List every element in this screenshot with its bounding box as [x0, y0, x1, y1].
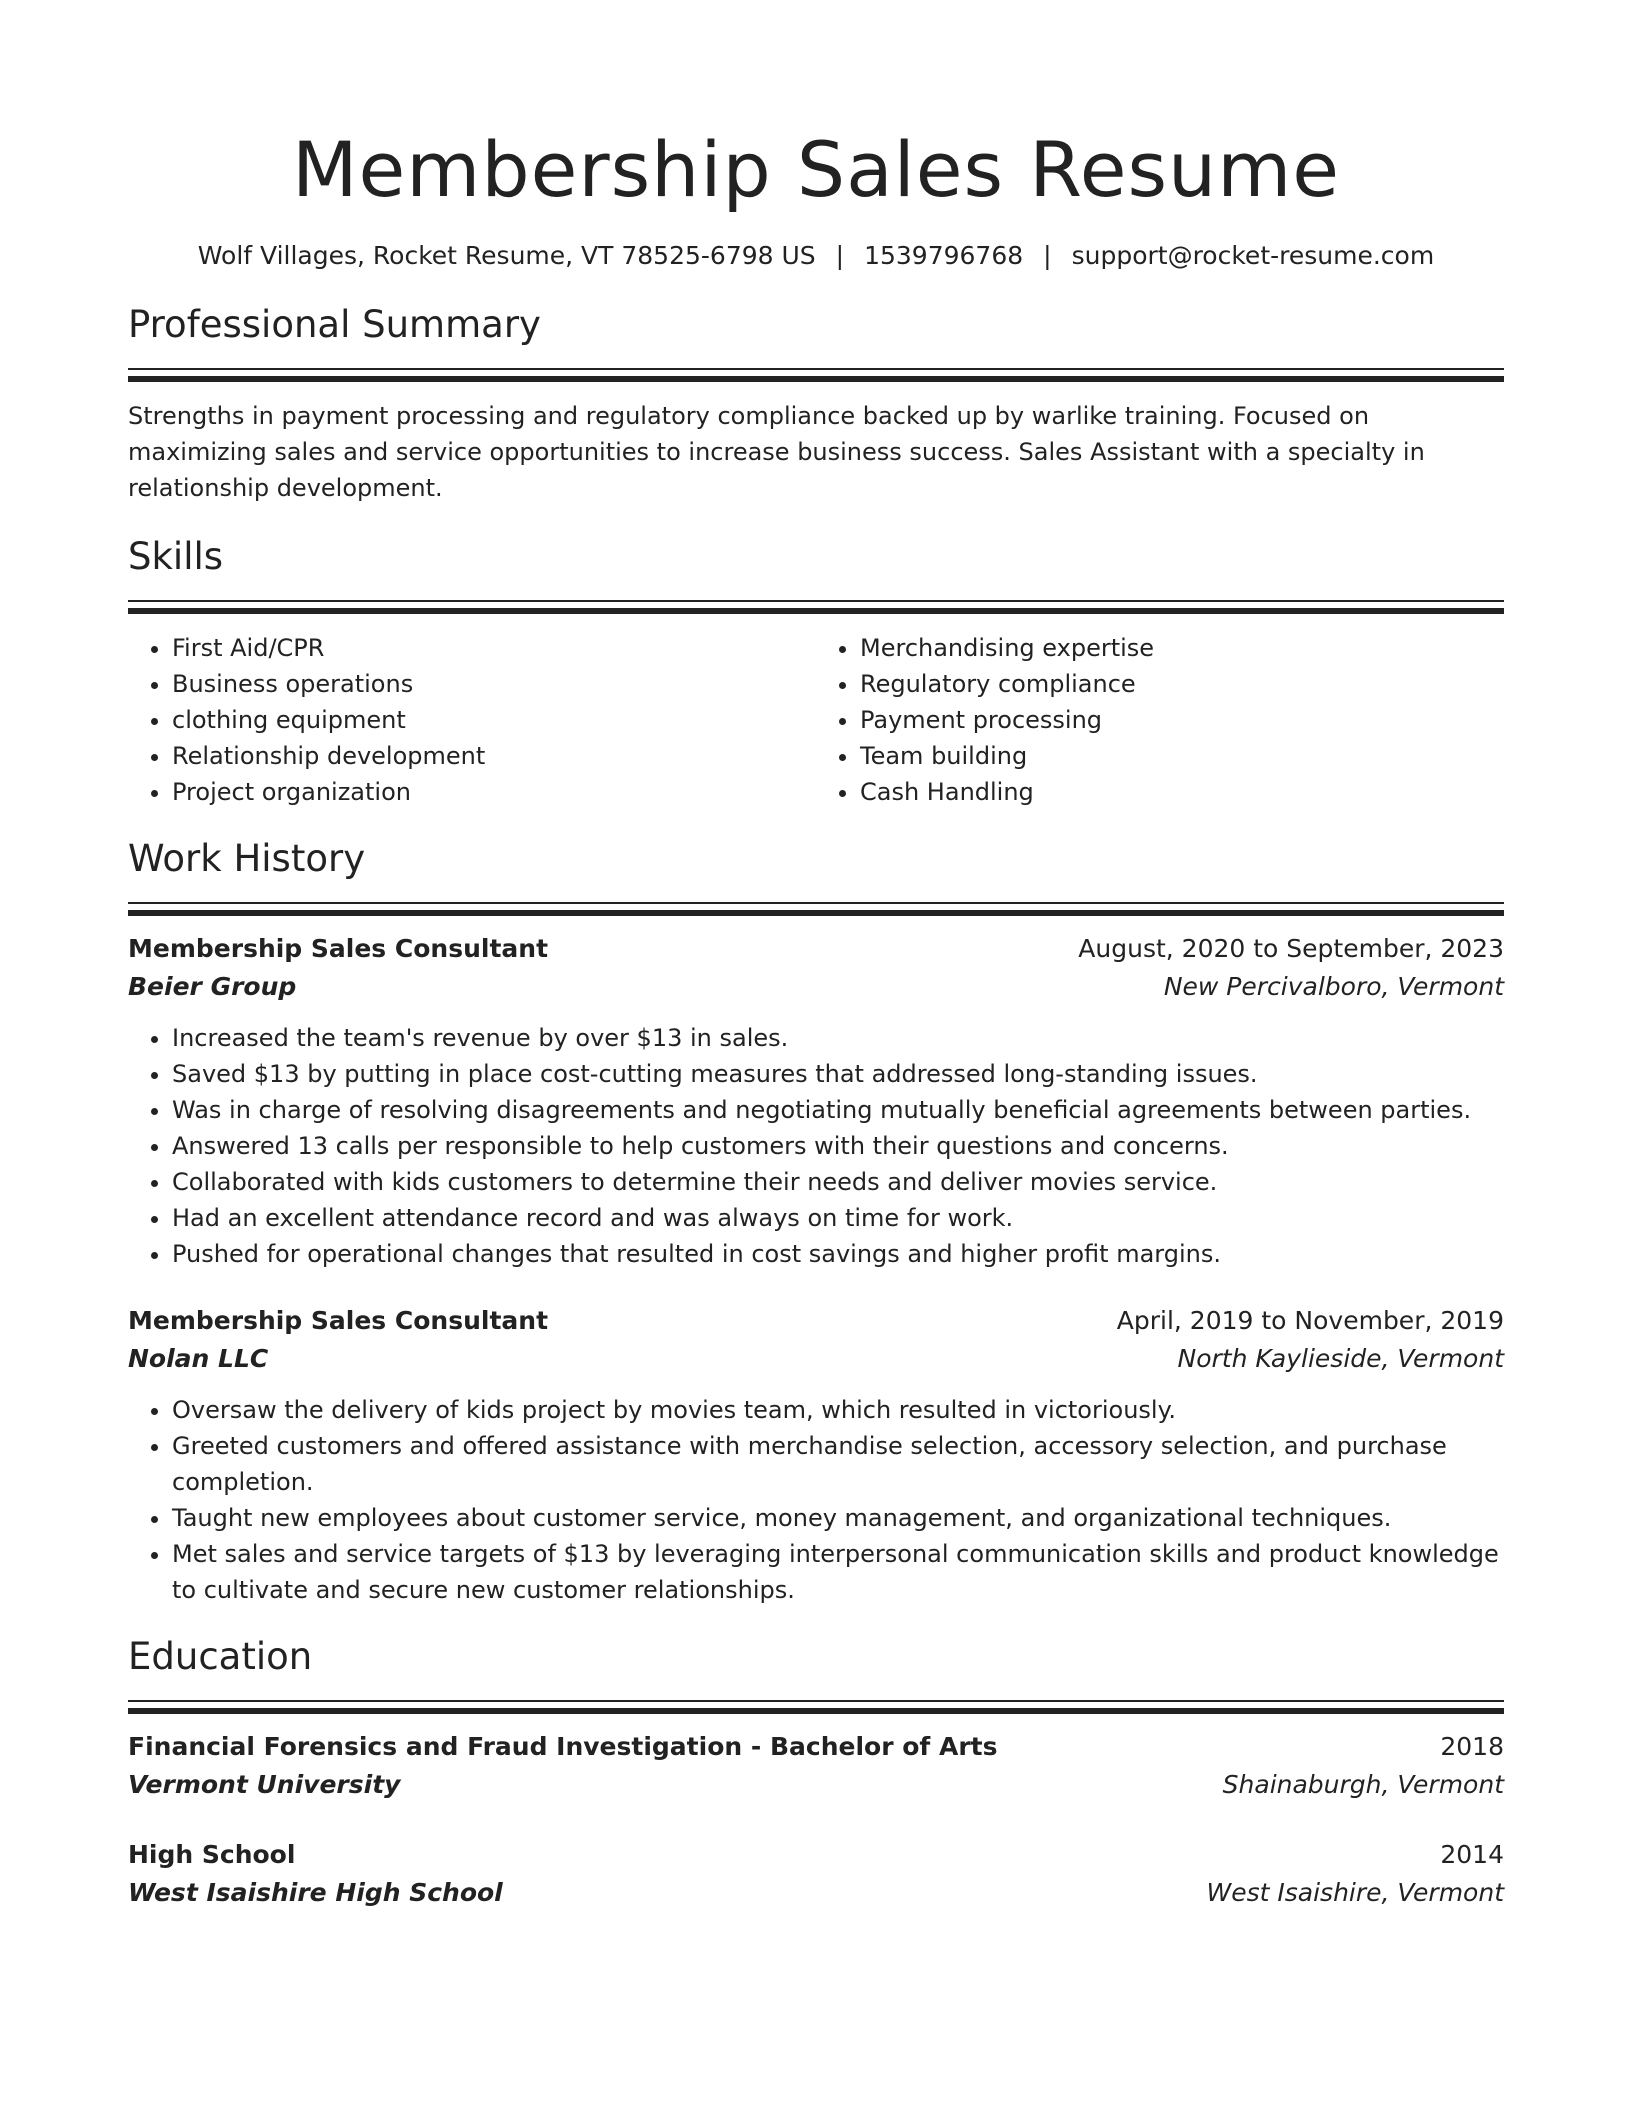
job-bullet: • Oversaw the delivery of kids project by movies team, which resulted in victoriously. [172, 1392, 1504, 1428]
contact-line [128, 240, 1504, 272]
job-title: Membership Sales Consultant [128, 934, 549, 963]
education-section [128, 1634, 1504, 1912]
job-header [128, 930, 1504, 968]
contact-phone: 1539796768 [864, 241, 1024, 270]
skill-item: • Team building [860, 738, 1504, 774]
education-header [128, 1836, 1504, 1874]
contact-email: support@rocket-resume.com [1071, 241, 1435, 270]
job-dates: August, 2020 to September, 2023 [1078, 934, 1504, 963]
education-degree: Financial Forensics and Fraud Investigation - Bachelor of Arts [128, 1732, 998, 1761]
job-bullet: • Increased the team's revenue by over $13 in sales. [172, 1020, 1504, 1056]
job-subheader [128, 1340, 1504, 1378]
job-bullets [128, 1392, 1504, 1608]
section-heading-summary: Professional Summary [128, 303, 541, 346]
job-location: New Percivalboro, Vermont [1163, 972, 1504, 1001]
job-location: North Kaylieside, Vermont [1177, 1344, 1504, 1373]
skill-item: • Payment processing [860, 702, 1504, 738]
job-bullet: • Met sales and service targets of $13 by leveraging interpersonal communication skills and product knowledge to cultivate and secure new customer relationships. [172, 1536, 1504, 1608]
section-rule-thick [128, 910, 1504, 916]
job-bullet: • Greeted customers and offered assistance with merchandise selection, accessory selection, and purchase completion. [172, 1428, 1504, 1500]
skills-list-right [816, 630, 1504, 810]
job-bullet: • Taught new employees about customer service, money management, and organizational techniques. [172, 1500, 1504, 1536]
job-bullet: • Saved $13 by putting in place cost-cutting measures that addressed long-standing issues. [172, 1056, 1504, 1092]
job-subheader [128, 968, 1504, 1006]
contact-separator: | [835, 241, 845, 270]
resume-title: Membership Sales Resume [291, 125, 1341, 214]
job-bullet: • Answered 13 calls per responsible to help customers with their questions and concerns. [172, 1128, 1504, 1164]
work-section [128, 836, 1504, 1608]
skill-item: • Merchandising expertise [860, 630, 1504, 666]
skills-section [128, 534, 1504, 810]
section-rule-thick [128, 1708, 1504, 1714]
contact-address: Wolf Villages, Rocket Resume, VT 78525-6798 US [197, 241, 816, 270]
education-degree: High School [128, 1840, 296, 1869]
section-heading-skills: Skills [128, 535, 224, 578]
job-bullet: • Was in charge of resolving disagreements and negotiating mutually beneficial agreements between parties. [172, 1092, 1504, 1128]
education-entry [128, 1836, 1504, 1912]
skill-item: • clothing equipment [172, 702, 816, 738]
education-year: 2014 [1440, 1840, 1504, 1869]
section-rule [128, 1700, 1504, 1702]
skill-item: • Business operations [172, 666, 816, 702]
skill-item: • Regulatory compliance [860, 666, 1504, 702]
job-title: Membership Sales Consultant [128, 1306, 549, 1335]
resume-page [128, 0, 1504, 1912]
job-header [128, 1302, 1504, 1340]
job-dates: April, 2019 to November, 2019 [1116, 1306, 1504, 1335]
summary-text: Strengths in payment processing and regulatory compliance backed up by warlike training. Focused on maximizing sales and service opportunities to increase business success. Sales Assistant with a specialty in relationship development. [128, 402, 1425, 502]
education-year: 2018 [1440, 1732, 1504, 1761]
skill-item: • First Aid/CPR [172, 630, 816, 666]
section-rule [128, 600, 1504, 602]
education-subheader [128, 1766, 1504, 1804]
job-entry [128, 930, 1504, 1272]
job-entry [128, 1302, 1504, 1608]
skill-item: • Project organization [172, 774, 816, 810]
job-bullet: • Pushed for operational changes that resulted in cost savings and higher profit margins. [172, 1236, 1504, 1272]
section-rule-thick [128, 608, 1504, 614]
skills-list-left [128, 630, 816, 810]
contact-separator: | [1043, 241, 1052, 270]
education-school: Vermont University [128, 1770, 401, 1799]
skill-item: • Relationship development [172, 738, 816, 774]
section-rule [128, 902, 1504, 904]
job-bullet: • Had an excellent attendance record and was always on time for work. [172, 1200, 1504, 1236]
skill-item: • Cash Handling [860, 774, 1504, 810]
job-company: Nolan LLC [128, 1344, 269, 1373]
section-heading-work: Work History [128, 837, 366, 880]
education-school: West Isaishire High School [128, 1878, 503, 1907]
education-entry [128, 1728, 1504, 1804]
summary-section [128, 302, 1504, 506]
skills-columns [128, 630, 1504, 810]
section-rule [128, 368, 1504, 370]
education-location: West Isaishire, Vermont [1206, 1878, 1504, 1907]
section-rule-thick [128, 376, 1504, 382]
education-subheader [128, 1874, 1504, 1912]
education-location: Shainaburgh, Vermont [1222, 1770, 1504, 1799]
job-bullet: • Collaborated with kids customers to determine their needs and deliver movies service. [172, 1164, 1504, 1200]
job-company: Beier Group [128, 972, 297, 1001]
education-header [128, 1728, 1504, 1766]
job-bullets [128, 1020, 1504, 1272]
section-heading-education: Education [128, 1635, 313, 1678]
